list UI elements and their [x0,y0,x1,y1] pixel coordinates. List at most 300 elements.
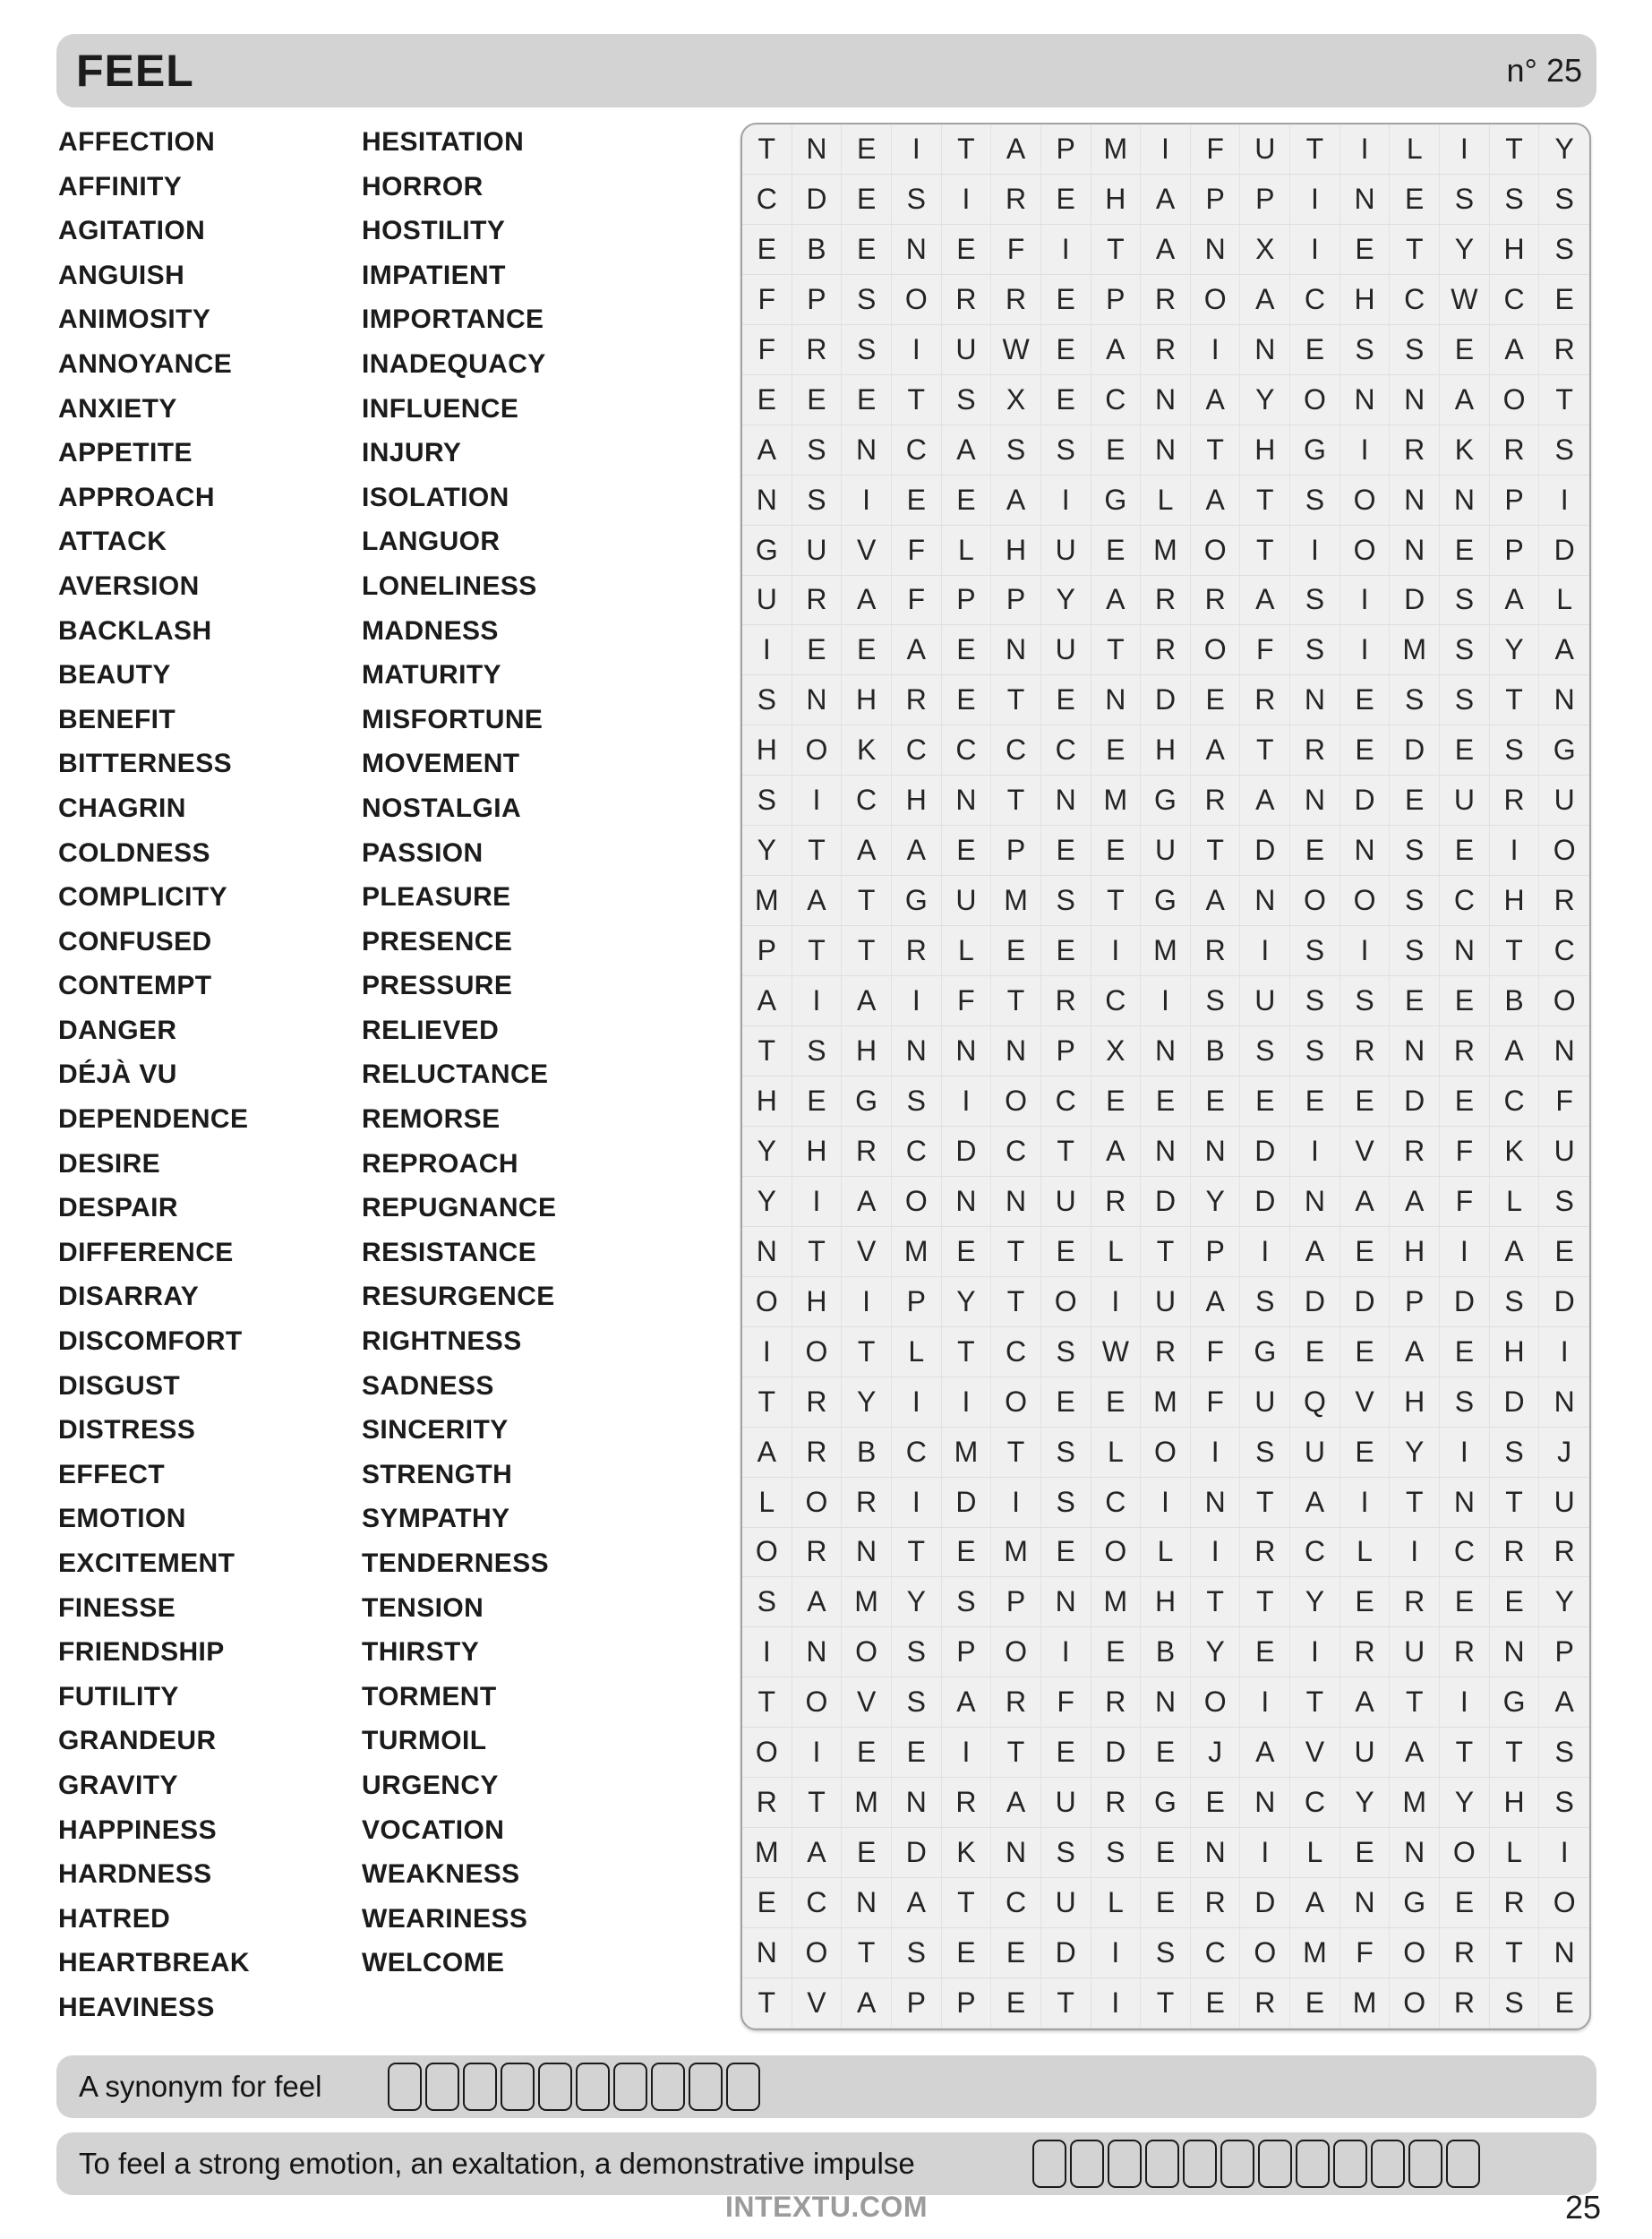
grid-cell[interactable]: B [1141,1627,1191,1677]
grid-cell[interactable]: U [1141,826,1191,876]
grid-cell[interactable]: A [1390,1327,1440,1377]
grid-cell[interactable]: L [942,926,992,976]
grid-cell[interactable]: I [1340,1478,1391,1528]
grid-cell[interactable]: S [1390,926,1440,976]
grid-cell[interactable]: E [1191,1778,1241,1828]
grid-cell[interactable]: A [1240,1728,1290,1778]
grid-cell[interactable]: I [1141,976,1191,1026]
grid-cell[interactable]: F [942,976,992,1026]
grid-cell[interactable]: O [1539,1878,1589,1928]
grid-cell[interactable]: A [991,476,1041,526]
answer-letter-box[interactable] [1145,2140,1179,2188]
grid-cell[interactable]: L [942,526,992,576]
grid-cell[interactable]: U [1390,1627,1440,1677]
grid-cell[interactable]: F [1191,124,1241,175]
grid-cell[interactable]: T [1490,1928,1540,1978]
grid-cell[interactable]: U [1240,1377,1290,1428]
grid-cell[interactable]: D [1390,1077,1440,1127]
grid-cell[interactable]: D [942,1127,992,1177]
grid-cell[interactable]: M [1091,776,1142,826]
grid-cell[interactable]: U [1240,976,1290,1026]
grid-cell[interactable]: L [742,1478,792,1528]
grid-cell[interactable]: R [1340,1026,1391,1077]
grid-cell[interactable]: I [1290,526,1340,576]
grid-cell[interactable]: D [792,175,843,225]
grid-cell[interactable]: N [1240,325,1290,375]
grid-cell[interactable]: S [1539,1778,1589,1828]
grid-cell[interactable]: Y [1240,375,1290,425]
grid-cell[interactable]: S [1539,225,1589,275]
grid-cell[interactable]: E [1041,325,1091,375]
grid-cell[interactable]: P [1390,1277,1440,1327]
grid-cell[interactable]: J [1539,1428,1589,1478]
grid-cell[interactable]: U [1539,1478,1589,1528]
grid-cell[interactable]: O [1440,1828,1490,1878]
grid-cell[interactable]: E [892,476,942,526]
grid-cell[interactable]: H [1390,1377,1440,1428]
grid-cell[interactable]: S [1539,1728,1589,1778]
grid-cell[interactable]: S [1290,1026,1340,1077]
grid-cell[interactable]: E [942,1928,992,1978]
grid-cell[interactable]: R [1041,976,1091,1026]
grid-cell[interactable]: U [1041,1778,1091,1828]
grid-cell[interactable]: N [892,1778,942,1828]
grid-cell[interactable]: T [842,1327,892,1377]
grid-cell[interactable]: A [1091,1127,1142,1177]
grid-cell[interactable]: E [1440,826,1490,876]
grid-cell[interactable]: E [742,1878,792,1928]
grid-cell[interactable]: Q [1290,1377,1340,1428]
grid-cell[interactable]: T [942,1878,992,1928]
grid-cell[interactable]: R [1191,926,1241,976]
grid-cell[interactable]: O [1141,1428,1191,1478]
grid-cell[interactable]: I [792,776,843,826]
grid-cell[interactable]: U [1240,124,1290,175]
grid-cell[interactable]: E [1440,1327,1490,1377]
answer-letter-box[interactable] [651,2063,685,2111]
grid-cell[interactable]: I [1340,926,1391,976]
grid-cell[interactable]: H [1490,225,1540,275]
grid-cell[interactable]: F [991,225,1041,275]
grid-cell[interactable]: N [1390,476,1440,526]
grid-cell[interactable]: S [1041,1478,1091,1528]
grid-cell[interactable]: S [742,1577,792,1627]
grid-cell[interactable]: N [1141,375,1191,425]
grid-cell[interactable]: N [1440,1478,1490,1528]
grid-cell[interactable]: R [942,1778,992,1828]
answer-letter-box[interactable] [1258,2140,1292,2188]
grid-cell[interactable]: N [1141,1127,1191,1177]
grid-cell[interactable]: R [991,275,1041,325]
grid-cell[interactable]: T [742,1377,792,1428]
grid-cell[interactable]: E [1191,675,1241,725]
grid-cell[interactable]: R [1390,1577,1440,1627]
grid-cell[interactable]: P [1240,175,1290,225]
grid-cell[interactable]: O [742,1728,792,1778]
grid-cell[interactable]: N [991,1177,1041,1227]
grid-cell[interactable]: N [942,776,992,826]
grid-cell[interactable]: T [792,926,843,976]
grid-cell[interactable]: L [1290,1828,1340,1878]
grid-cell[interactable]: V [1340,1377,1391,1428]
grid-cell[interactable]: S [842,325,892,375]
grid-cell[interactable]: E [1290,325,1340,375]
grid-cell[interactable]: M [942,1428,992,1478]
grid-cell[interactable]: H [1340,275,1391,325]
grid-cell[interactable]: I [991,1478,1041,1528]
grid-cell[interactable]: D [1240,1878,1290,1928]
grid-cell[interactable]: R [842,1127,892,1177]
grid-cell[interactable]: E [1091,725,1142,776]
grid-cell[interactable]: P [1091,275,1142,325]
grid-cell[interactable]: E [1091,1077,1142,1127]
grid-cell[interactable]: I [792,1177,843,1227]
grid-cell[interactable]: A [1091,576,1142,626]
grid-cell[interactable]: O [1290,876,1340,926]
grid-cell[interactable]: H [742,725,792,776]
grid-cell[interactable]: U [942,325,992,375]
grid-cell[interactable]: I [892,1377,942,1428]
grid-cell[interactable]: N [1191,1828,1241,1878]
grid-cell[interactable]: T [1191,1577,1241,1627]
grid-cell[interactable]: I [1041,1627,1091,1677]
grid-cell[interactable]: T [991,1277,1041,1327]
grid-cell[interactable]: B [1191,1026,1241,1077]
grid-cell[interactable]: R [1141,625,1191,675]
grid-cell[interactable]: T [1490,1728,1540,1778]
grid-cell[interactable]: R [1141,325,1191,375]
grid-cell[interactable]: A [991,124,1041,175]
grid-cell[interactable]: G [1539,725,1589,776]
grid-cell[interactable]: C [1539,926,1589,976]
grid-cell[interactable]: T [892,375,942,425]
grid-cell[interactable]: D [1240,1177,1290,1227]
grid-cell[interactable]: T [991,776,1041,826]
grid-cell[interactable]: A [1240,275,1290,325]
grid-cell[interactable]: B [792,225,843,275]
grid-cell[interactable]: T [1490,124,1540,175]
grid-cell[interactable]: M [1390,1778,1440,1828]
grid-cell[interactable]: P [1041,1026,1091,1077]
grid-cell[interactable]: T [1240,476,1290,526]
grid-cell[interactable]: D [1340,776,1391,826]
grid-cell[interactable]: S [842,275,892,325]
grid-cell[interactable]: E [1041,1728,1091,1778]
grid-cell[interactable]: A [842,976,892,1026]
grid-cell[interactable]: O [742,1528,792,1578]
grid-cell[interactable]: Y [892,1577,942,1627]
grid-cell[interactable]: I [742,625,792,675]
grid-cell[interactable]: E [1390,776,1440,826]
grid-cell[interactable]: E [1191,1978,1241,2029]
grid-cell[interactable]: M [892,1227,942,1277]
grid-cell[interactable]: T [1390,1677,1440,1728]
grid-cell[interactable]: X [1091,1026,1142,1077]
grid-cell[interactable]: T [792,1227,843,1277]
grid-cell[interactable]: P [991,576,1041,626]
answer-letter-box[interactable] [689,2063,723,2111]
grid-cell[interactable]: E [792,375,843,425]
grid-cell[interactable]: D [1490,1377,1540,1428]
grid-cell[interactable]: E [1340,725,1391,776]
grid-cell[interactable]: H [1490,1327,1540,1377]
grid-cell[interactable]: N [742,1928,792,1978]
grid-cell[interactable]: G [1141,776,1191,826]
grid-cell[interactable]: N [1191,225,1241,275]
grid-cell[interactable]: C [842,776,892,826]
grid-cell[interactable]: R [1240,1978,1290,2029]
grid-cell[interactable]: R [1490,1528,1540,1578]
grid-cell[interactable]: S [1490,725,1540,776]
grid-cell[interactable]: N [842,1878,892,1928]
grid-cell[interactable]: D [1539,526,1589,576]
grid-cell[interactable]: P [942,1978,992,2029]
grid-cell[interactable]: H [742,1077,792,1127]
grid-cell[interactable]: R [792,576,843,626]
grid-cell[interactable]: E [942,826,992,876]
grid-cell[interactable]: Y [1539,124,1589,175]
grid-cell[interactable]: W [991,325,1041,375]
grid-cell[interactable]: T [842,876,892,926]
grid-cell[interactable]: D [1091,1728,1142,1778]
grid-cell[interactable]: C [1440,876,1490,926]
grid-cell[interactable]: C [1440,1528,1490,1578]
grid-cell[interactable]: S [1440,576,1490,626]
grid-cell[interactable]: A [742,425,792,476]
grid-cell[interactable]: T [1539,375,1589,425]
grid-cell[interactable]: R [1240,675,1290,725]
grid-cell[interactable]: I [1240,926,1290,976]
grid-cell[interactable]: T [991,1428,1041,1478]
grid-cell[interactable]: S [1539,1177,1589,1227]
grid-cell[interactable]: U [1141,1277,1191,1327]
grid-cell[interactable]: Y [1191,1177,1241,1227]
grid-cell[interactable]: E [942,476,992,526]
grid-cell[interactable]: R [991,175,1041,225]
grid-cell[interactable]: Y [842,1377,892,1428]
grid-cell[interactable]: M [991,1528,1041,1578]
grid-cell[interactable]: S [1440,675,1490,725]
grid-cell[interactable]: T [892,1528,942,1578]
grid-cell[interactable]: H [892,776,942,826]
grid-cell[interactable]: S [1440,625,1490,675]
grid-cell[interactable]: N [991,625,1041,675]
grid-cell[interactable]: E [1240,1627,1290,1677]
grid-cell[interactable]: F [1240,625,1290,675]
grid-cell[interactable]: T [991,675,1041,725]
grid-cell[interactable]: M [1141,526,1191,576]
grid-cell[interactable]: E [1440,725,1490,776]
grid-cell[interactable]: W [1440,275,1490,325]
grid-cell[interactable]: A [1191,1277,1241,1327]
grid-cell[interactable]: D [1240,826,1290,876]
grid-cell[interactable]: A [742,976,792,1026]
grid-cell[interactable]: G [892,876,942,926]
grid-cell[interactable]: N [1141,1677,1191,1728]
grid-cell[interactable]: I [942,1728,992,1778]
grid-cell[interactable]: E [1490,1577,1540,1627]
grid-cell[interactable]: D [1440,1277,1490,1327]
grid-cell[interactable]: I [842,476,892,526]
grid-cell[interactable]: I [892,124,942,175]
grid-cell[interactable]: T [1240,1577,1290,1627]
grid-cell[interactable]: A [1290,1227,1340,1277]
grid-cell[interactable]: R [1440,1978,1490,2029]
grid-cell[interactable]: R [1490,425,1540,476]
grid-cell[interactable]: E [742,375,792,425]
grid-cell[interactable]: T [1240,1478,1290,1528]
grid-cell[interactable]: E [1041,826,1091,876]
grid-cell[interactable]: S [1041,425,1091,476]
grid-cell[interactable]: T [1490,675,1540,725]
grid-cell[interactable]: T [1390,1478,1440,1528]
grid-cell[interactable]: T [792,826,843,876]
grid-cell[interactable]: O [1390,1928,1440,1978]
grid-cell[interactable]: F [1539,1077,1589,1127]
grid-cell[interactable]: E [1141,1828,1191,1878]
grid-cell[interactable]: E [991,926,1041,976]
grid-cell[interactable]: G [1141,1778,1191,1828]
answer-letter-box[interactable] [1371,2140,1405,2188]
grid-cell[interactable]: D [942,1478,992,1528]
grid-cell[interactable]: E [1539,1978,1589,2029]
grid-cell[interactable]: E [942,625,992,675]
grid-cell[interactable]: O [1340,476,1391,526]
grid-cell[interactable]: O [1191,526,1241,576]
grid-cell[interactable]: E [842,1828,892,1878]
grid-cell[interactable]: A [792,1577,843,1627]
grid-cell[interactable]: E [1539,275,1589,325]
grid-cell[interactable]: P [892,1978,942,2029]
grid-cell[interactable]: C [742,175,792,225]
grid-cell[interactable]: N [1091,675,1142,725]
grid-cell[interactable]: N [1539,1026,1589,1077]
grid-cell[interactable]: C [1091,1478,1142,1528]
grid-cell[interactable]: E [1340,1828,1391,1878]
grid-cell[interactable]: S [892,1077,942,1127]
grid-cell[interactable]: Y [1191,1627,1241,1677]
grid-cell[interactable]: T [742,1677,792,1728]
grid-cell[interactable]: H [991,526,1041,576]
grid-cell[interactable]: E [842,175,892,225]
grid-cell[interactable]: M [1091,1577,1142,1627]
grid-cell[interactable]: R [1290,725,1340,776]
grid-cell[interactable]: E [1340,225,1391,275]
grid-cell[interactable]: O [792,1928,843,1978]
grid-cell[interactable]: A [842,826,892,876]
grid-cell[interactable]: M [842,1778,892,1828]
grid-cell[interactable]: A [1290,1478,1340,1528]
grid-cell[interactable]: E [1091,826,1142,876]
grid-cell[interactable]: T [792,1778,843,1828]
grid-cell[interactable]: S [1290,926,1340,976]
grid-cell[interactable]: R [1091,1778,1142,1828]
grid-cell[interactable]: N [842,1528,892,1578]
grid-cell[interactable]: R [792,325,843,375]
grid-cell[interactable]: O [792,1677,843,1728]
grid-cell[interactable]: R [1091,1177,1142,1227]
grid-cell[interactable]: I [1191,1528,1241,1578]
grid-cell[interactable]: S [1340,325,1391,375]
grid-cell[interactable]: L [1091,1878,1142,1928]
grid-cell[interactable]: I [1091,1978,1142,2029]
grid-cell[interactable]: V [842,526,892,576]
grid-cell[interactable]: T [1141,1227,1191,1277]
grid-cell[interactable]: D [1390,576,1440,626]
grid-cell[interactable]: Y [742,826,792,876]
grid-cell[interactable]: E [1041,1227,1091,1277]
grid-cell[interactable]: Y [742,1177,792,1227]
grid-cell[interactable]: A [842,576,892,626]
grid-cell[interactable]: D [1290,1277,1340,1327]
grid-cell[interactable]: O [1240,1928,1290,1978]
grid-cell[interactable]: H [1490,1778,1540,1828]
grid-cell[interactable]: S [1490,1428,1540,1478]
answer-letter-box[interactable] [1446,2140,1480,2188]
grid-cell[interactable]: T [1240,526,1290,576]
grid-cell[interactable]: A [1290,1878,1340,1928]
grid-cell[interactable]: R [1390,425,1440,476]
grid-cell[interactable]: F [742,325,792,375]
grid-cell[interactable]: E [1340,675,1391,725]
grid-cell[interactable]: L [892,1327,942,1377]
grid-cell[interactable]: A [1539,625,1589,675]
grid-cell[interactable]: E [1041,1377,1091,1428]
grid-cell[interactable]: R [1141,576,1191,626]
grid-cell[interactable]: T [942,1327,992,1377]
grid-cell[interactable]: E [1240,1077,1290,1127]
grid-cell[interactable]: I [1440,1227,1490,1277]
grid-cell[interactable]: R [792,1428,843,1478]
grid-cell[interactable]: I [1240,1227,1290,1277]
grid-cell[interactable]: R [1539,876,1589,926]
grid-cell[interactable]: K [1440,425,1490,476]
grid-cell[interactable]: R [1091,1677,1142,1728]
grid-cell[interactable]: A [792,876,843,926]
grid-cell[interactable]: N [991,1026,1041,1077]
grid-cell[interactable]: E [1091,425,1142,476]
grid-cell[interactable]: A [1191,375,1241,425]
grid-cell[interactable]: G [1091,476,1142,526]
grid-cell[interactable]: F [1191,1377,1241,1428]
grid-cell[interactable]: E [842,1728,892,1778]
grid-cell[interactable]: E [1091,1377,1142,1428]
grid-cell[interactable]: I [742,1327,792,1377]
grid-cell[interactable]: P [1191,1227,1241,1277]
grid-cell[interactable]: Y [1390,1428,1440,1478]
grid-cell[interactable]: A [1240,776,1290,826]
grid-cell[interactable]: C [942,725,992,776]
grid-cell[interactable]: L [1490,1828,1540,1878]
grid-cell[interactable]: A [1191,476,1241,526]
grid-cell[interactable]: P [1490,526,1540,576]
grid-cell[interactable]: S [1440,1377,1490,1428]
grid-cell[interactable]: H [1141,1577,1191,1627]
grid-cell[interactable]: H [792,1277,843,1327]
grid-cell[interactable]: E [1440,1577,1490,1627]
grid-cell[interactable]: G [1240,1327,1290,1377]
grid-cell[interactable]: C [1041,725,1091,776]
grid-cell[interactable]: K [1490,1127,1540,1177]
answer-letter-box[interactable] [538,2063,572,2111]
grid-cell[interactable]: A [892,826,942,876]
grid-cell[interactable]: E [1440,976,1490,1026]
grid-cell[interactable]: U [942,876,992,926]
grid-cell[interactable]: U [1539,1127,1589,1177]
grid-cell[interactable]: I [1440,1677,1490,1728]
grid-cell[interactable]: N [792,124,843,175]
grid-cell[interactable]: P [742,926,792,976]
